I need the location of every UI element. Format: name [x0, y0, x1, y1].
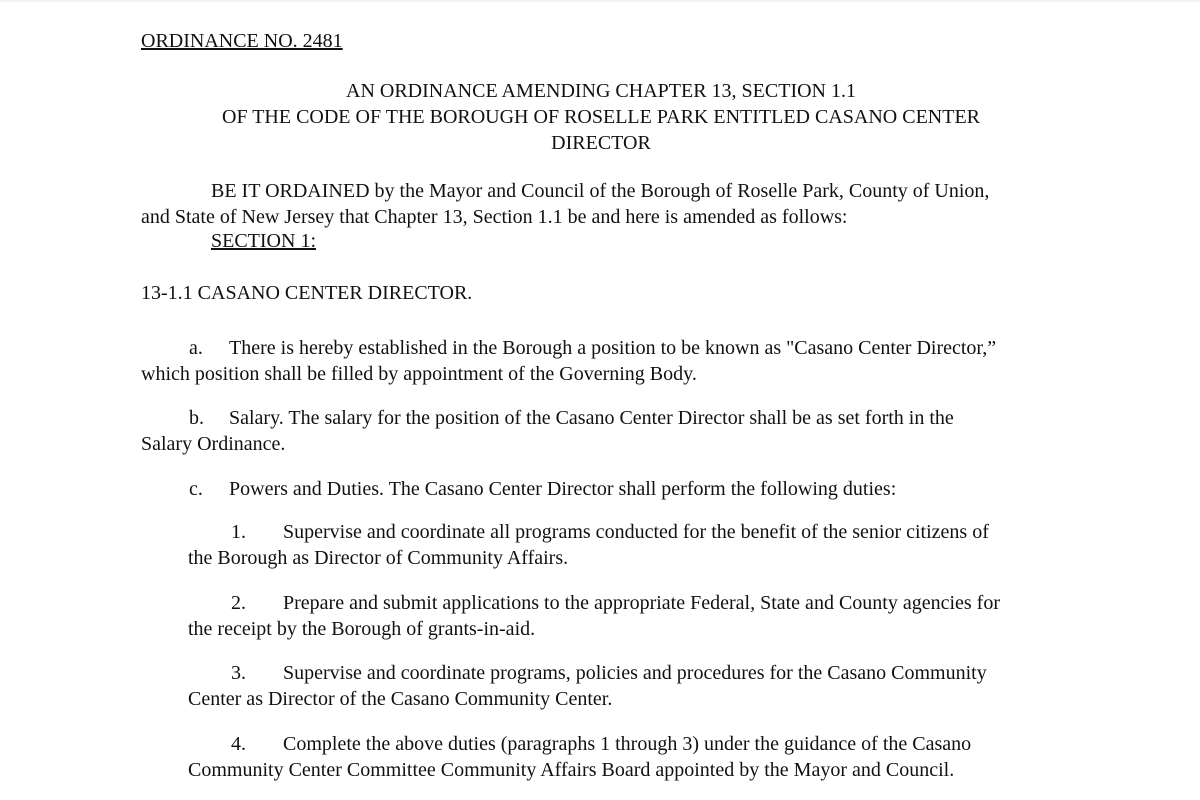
item-marker: c. — [189, 478, 203, 500]
item-text: which position shall be filled by appointment of the Governing Body. — [141, 363, 697, 385]
duty-text: the Borough as Director of Community Affairs. — [188, 547, 569, 569]
title-line: AN ORDINANCE AMENDING CHAPTER 13, SECTION 1.1 — [346, 80, 856, 102]
list-item — [141, 405, 1061, 457]
page-top-edge — [0, 0, 1200, 2]
duty-item — [188, 590, 1068, 642]
item-text: Salary. The salary for the position of the Casano Center Director shall be as set forth in the — [229, 407, 954, 429]
ordained-paragraph — [141, 178, 1061, 230]
ordinance-title — [141, 78, 1061, 156]
ordinance-number: ORDINANCE NO. 2481 — [141, 30, 343, 52]
section-heading: SECTION 1: — [211, 230, 316, 252]
duty-item — [188, 731, 1068, 783]
item-marker: b. — [189, 407, 204, 429]
ordained-line: BE IT ORDAINED by the Mayor and Council of the Borough of Roselle Park, County of Union, — [211, 180, 990, 202]
duty-text: Prepare and submit applications to the appropriate Federal, State and County agencies for — [283, 592, 1001, 614]
ordained-line: and State of New Jersey that Chapter 13, Section 1.1 be and here is amended as follows: — [141, 206, 848, 228]
duty-item — [188, 519, 1068, 571]
duty-text: Supervise and coordinate programs, policies and procedures for the Casano Community — [283, 662, 987, 684]
duty-text: Community Center Committee Community Affairs Board appointed by the Mayor and Council. — [188, 759, 955, 781]
duty-marker: 2. — [231, 592, 246, 614]
duty-item — [188, 660, 1068, 712]
list-item — [141, 335, 1061, 387]
duty-marker: 4. — [231, 733, 246, 755]
duty-marker: 3. — [231, 662, 246, 684]
title-line: DIRECTOR — [551, 132, 651, 154]
duty-text: Complete the above duties (paragraphs 1 through 3) under the guidance of the Casano — [283, 733, 972, 755]
duty-text: the receipt by the Borough of grants-in-aid. — [188, 618, 536, 640]
item-text: Powers and Duties. The Casano Center Director shall perform the following duties: — [229, 478, 897, 500]
item-text: There is hereby established in the Borough a position to be known as "Casano Center Director,” — [229, 337, 997, 359]
subsection-heading: 13-1.1 CASANO CENTER DIRECTOR. — [141, 282, 473, 304]
item-text: Salary Ordinance. — [141, 433, 286, 455]
duty-text: Supervise and coordinate all programs conducted for the benefit of the senior citizens of — [283, 521, 989, 543]
duty-text: Center as Director of the Casano Community Center. — [188, 688, 613, 710]
duty-marker: 1. — [231, 521, 246, 543]
list-item — [141, 476, 1061, 502]
item-marker: a. — [189, 337, 203, 359]
title-line: OF THE CODE OF THE BOROUGH OF ROSELLE PARK ENTITLED CASANO CENTER — [222, 106, 980, 128]
